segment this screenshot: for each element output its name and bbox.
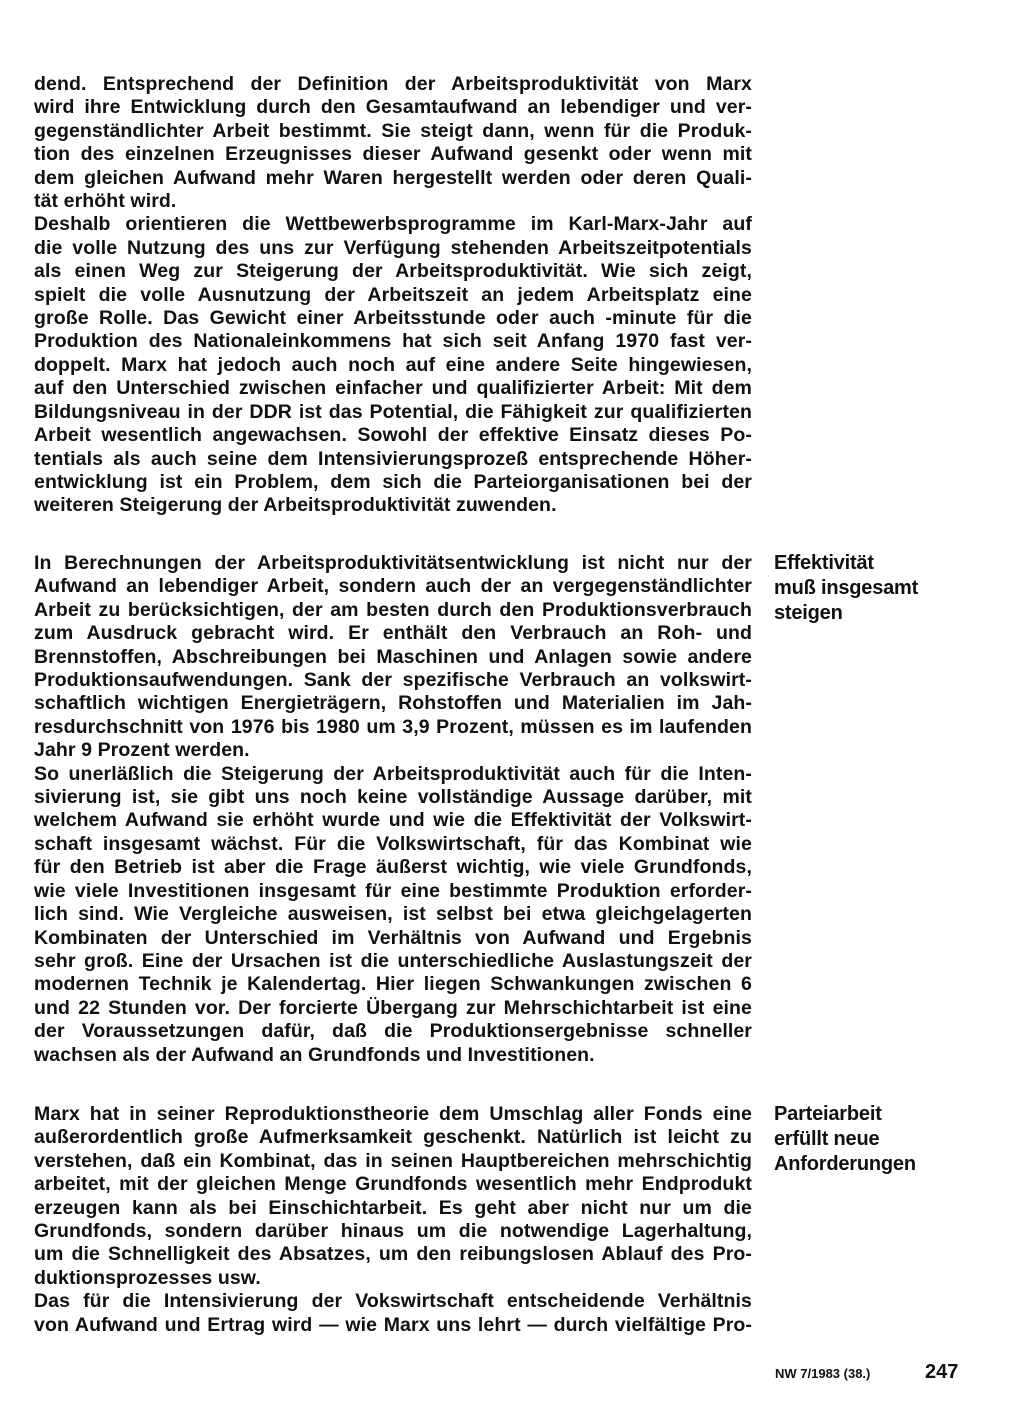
text-line: erzeugen kann als bei Einschichtarbeit. Es geht aber nicht nur um die: [34, 1196, 752, 1219]
text-line: doppelt. Marx hat jedoch auch noch auf eine andere Seite hingewiesen,: [34, 353, 752, 376]
margin-heading-2: [774, 1102, 974, 1177]
text-line: der Voraussetzungen dafür, daß die Produktionsergebnisse schneller: [34, 1020, 752, 1043]
text-line: verstehen, daß ein Kombinat, das in seinen Hauptbereichen mehrschichtig: [34, 1149, 752, 1172]
margin-heading-line: erfüllt neue: [774, 1128, 880, 1150]
text-line: als einen Weg zur Steigerung der Arbeitsproduktivität. Wie sich zeigt,: [34, 260, 752, 283]
margin-heading-line: Anforderungen: [774, 1153, 916, 1175]
margin-heading-line: steigen: [774, 602, 843, 624]
margin-heading-line: muß insgesamt: [774, 577, 919, 599]
text-line: tät erhöht wird.: [34, 190, 177, 213]
text-line: In Berechnungen der Arbeitsproduktivitätsentwicklung ist nicht nur der: [34, 552, 752, 574]
text-line: dem gleichen Aufwand mehr Waren hergestellt werden oder deren Quali-: [34, 166, 752, 189]
text-line: Aufwand an lebendiger Arbeit, sondern auch der an vergegenständlichter: [34, 575, 752, 598]
text-line: Kombinaten der Unterschied im Verhältnis von Aufwand und Ergebnis: [34, 926, 752, 949]
text-line: spielt die volle Ausnutzung der Arbeitszeit an jedem Arbeitsplatz eine: [34, 283, 752, 306]
text-line: lich sind. Wie Vergleiche ausweisen, ist selbst bei etwa gleichgelagerten: [34, 903, 752, 926]
text-line: welchem Aufwand sie erhöht wurde und wie die Effektivität der Volkswirt-: [34, 809, 752, 832]
margin-heading-line: Effektivität: [774, 552, 874, 574]
text-line: außerordentlich große Aufmerksamkeit geschenkt. Natürlich ist leicht zu: [34, 1126, 752, 1149]
text-line: Bildungsniveau in der DDR ist das Potential, die Fähigkeit zur qualifizierten: [34, 400, 752, 423]
text-line: Grundfonds, sondern darüber hinaus um die notwendige Lagerhaltung,: [34, 1220, 752, 1243]
text-line: sehr groß. Eine der Ursachen ist die unterschiedliche Auslastungszeit der: [34, 949, 752, 972]
text-line: schaft insgesamt wächst. Für die Volkswirtschaft, für das Kombinat wie: [34, 832, 752, 855]
text-line: modernen Technik je Kalendertag. Hier liegen Schwankungen zwischen 6: [34, 973, 752, 996]
margin-heading-line: Parteiarbeit: [774, 1103, 882, 1125]
text-line: wachsen als der Aufwand an Grundfonds und Investitionen.: [34, 1043, 595, 1066]
text-line: Das für die Intensivierung der Vokswirtschaft entscheidende Verhältnis: [34, 1290, 752, 1313]
text-line: tentials als auch seine dem Intensivierungsprozeß entsprechende Höher-: [34, 447, 752, 470]
text-line: Marx hat in seiner Reproduktionstheorie dem Umschlag aller Fonds eine: [34, 1103, 752, 1125]
text-line: Jahr 9 Prozent werden.: [34, 739, 250, 762]
text-line: dend. Entsprechend der Definition der Arbeitsproduktivität von Marx: [34, 73, 752, 95]
text-line: um die Schnelligkeit des Absatzes, um den reibungslosen Ablauf des Pro-: [34, 1243, 752, 1266]
text-line: sivierung ist, sie gibt uns noch keine vollständige Aussage darüber, mit: [34, 786, 752, 809]
text-line: resdurchschnitt von 1976 bis 1980 um 3,9 Prozent, müssen es im laufenden: [34, 715, 752, 738]
text-line: wird ihre Entwicklung durch den Gesamtaufwand an lebendiger und ver-: [34, 96, 752, 119]
text-line: entwicklung ist ein Problem, dem sich die Parteiorganisationen bei der: [34, 470, 752, 493]
text-line: Produktion des Nationaleinkommens hat sich seit Anfang 1970 fast ver-: [34, 330, 752, 353]
text-line: Arbeit zu berücksichtigen, der am besten durch den Produktionsverbrauch: [34, 598, 752, 621]
margin-heading-1: [774, 551, 974, 626]
text-line: die volle Nutzung des uns zur Verfügung stehenden Arbeitszeitpotentials: [34, 236, 752, 259]
text-line: auf den Unterschied zwischen einfacher und qualifizierter Arbeit: Mit dem: [34, 377, 752, 400]
text-block-3: [34, 1103, 752, 1337]
text-line: Arbeit wesentlich angewachsen. Sowohl der effektive Einsatz dieses Po-: [34, 424, 752, 447]
text-line: So unerläßlich die Steigerung der Arbeitsproduktivität auch für die Inten-: [34, 762, 752, 785]
text-line: gegenständlichter Arbeit bestimmt. Sie steigt dann, wenn für die Produk-: [34, 119, 752, 142]
text-line: tion des einzelnen Erzeugnisses dieser Aufwand gesenkt oder wenn mit: [34, 143, 752, 166]
text-line: weiteren Steigerung der Arbeitsproduktivität zuwenden.: [34, 494, 557, 517]
text-line: schaftlich wichtigen Energieträgern, Rohstoffen und Materialien im Jah-: [34, 692, 752, 715]
page-number: 247: [925, 1361, 959, 1383]
text-block-2: [34, 552, 752, 1067]
text-line: Brennstoffen, Abschreibungen bei Maschinen und Anlagen sowie andere: [34, 645, 752, 668]
text-line: arbeitet, mit der gleichen Menge Grundfonds wesentlich mehr Endprodukt: [34, 1173, 752, 1196]
text-line: Produktionsaufwendungen. Sank der spezifische Verbrauch an volkswirt-: [34, 669, 752, 692]
text-line: von Aufwand und Ertrag wird — wie Marx uns lehrt — durch vielfältige Pro-: [34, 1313, 752, 1336]
text-line: für den Betrieb ist aber die Frage äußerst wichtig, wie viele Grundfonds,: [34, 856, 752, 879]
text-line: Deshalb orientieren die Wettbewerbsprogramme im Karl-Marx-Jahr auf: [34, 213, 752, 236]
text-block-1: [34, 73, 752, 518]
text-line: große Rolle. Das Gewicht einer Arbeitsstunde oder auch -minute für die: [34, 307, 752, 330]
text-line: und 22 Stunden vor. Der forcierte Übergang zur Mehrschichtarbeit ist eine: [34, 996, 752, 1019]
text-line: duktionsprozesses usw.: [34, 1266, 261, 1289]
text-line: wie viele Investitionen insgesamt für eine bestimmte Produktion erforder-: [34, 879, 752, 902]
issue-reference: NW 7/1983 (38.): [775, 1366, 871, 1381]
text-line: zum Ausdruck gebracht wird. Er enthält den Verbrauch an Roh- und: [34, 622, 752, 645]
